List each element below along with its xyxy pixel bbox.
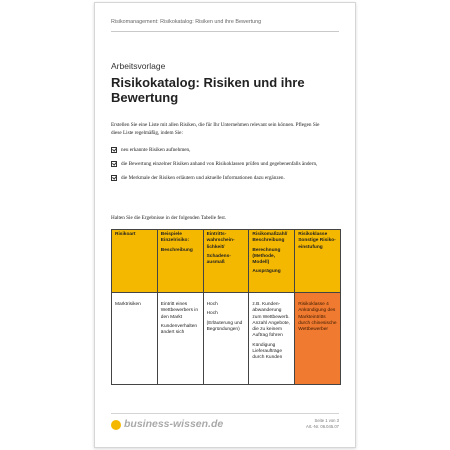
checklist-item-text: die Bewertung einzelner Risiken anhand von Risikoklassen prüfen und gegebenenfalls ändern,: [121, 161, 318, 167]
cell-text: Marktrisiken: [115, 302, 141, 307]
checkbox-icon: [111, 175, 117, 181]
checklist-item: [111, 160, 323, 168]
checkbox-icon: [111, 147, 117, 153]
header-text: Sonstige Risiko-einstufung: [298, 238, 336, 250]
header-divider: [111, 31, 339, 32]
header-text: Berechnung (Methode, Modell): [252, 247, 281, 266]
cell-eintritt: [203, 293, 249, 385]
footer-divider: [111, 413, 339, 414]
cell-text: Eintritt eines Wettbewerbers in den Markt: [160, 302, 199, 320]
header-text: Risikomaßzahl/ Beschreibung: [252, 232, 288, 244]
checklist-item: [111, 146, 323, 154]
checklist-item-text: neu erkannte Risiken aufnehmen,: [121, 147, 191, 153]
header-text: Beschreibung: [160, 247, 193, 253]
risk-table: [111, 229, 341, 385]
document-page: [94, 2, 356, 448]
cell-text: Kundenverhalten ändert sich: [160, 323, 198, 336]
checklist-item: [111, 174, 323, 182]
cell-text: Risikoklasse 4 Ankündigung des Markteintritts durch chinesische Wettbewerber: [298, 302, 337, 333]
cell-text: z.B. Kunden-abwanderung zum Wettbewerb.: [252, 302, 290, 320]
cell-beispiele: [157, 293, 203, 385]
cell-text: Anzahl Angebote, die zu keinem Auftrag führen: [252, 320, 290, 339]
intro-paragraph: Erstellen Sie eine Liste mit allen Risiken, die für Ihr Unternehmen relevant sein können. Pflegen Sie diese Liste regelmäßig, indem Sie:: [111, 122, 320, 136]
article-number: Art.-Nr. 06.045.07: [305, 423, 339, 429]
checklist-item-text: die Merkmale der Risiken erläutern und aktuelle Informationen dazu ergänzen.: [121, 175, 285, 181]
logo-dot-icon: [111, 420, 121, 430]
header-beispiele: [157, 230, 203, 293]
header-risikomasszahl: [249, 230, 295, 293]
header-text: Beispiele Einzelrisiko:: [160, 232, 190, 244]
header-text: Risikoart: [115, 232, 136, 237]
table-header-row: [112, 230, 341, 293]
header-text: Eintritts-wahrschein-lichkeit/: [206, 232, 235, 250]
page-number: Seite 1 von 3: [314, 418, 339, 423]
checkbox-icon: [111, 161, 117, 167]
header-text: Ausprägung: [252, 269, 281, 275]
running-header: Risikomanagement: Risikokatalog: Risiken und ihre Bewertung: [111, 19, 262, 25]
cell-risikomasszahl: [249, 293, 295, 385]
checklist: [111, 146, 323, 182]
header-risikoklasse: [295, 230, 341, 293]
header-text: Schadens-ausmaß: [206, 253, 231, 266]
table-intro: Halten Sie die Ergebnisse in der folgenden Tabelle fest.: [111, 215, 227, 221]
header-risikoart: [112, 230, 158, 293]
header-eintritt: [203, 230, 249, 293]
cell-text: (Erläuterung und Begründungen): [206, 320, 243, 332]
cell-risikoklasse: [295, 293, 341, 385]
cell-text: Kündigung Lieferaufträge durch Kunden: [252, 342, 283, 361]
table-row: [112, 293, 341, 385]
cell-risikoart: [112, 293, 158, 385]
footer-logo: business-wissen.de: [124, 418, 224, 430]
header-text: Risikoklasse: [298, 232, 328, 237]
page-info: [306, 418, 339, 429]
document-type: Arbeitsvorlage: [111, 61, 166, 71]
cell-text: Hoch: [206, 311, 218, 317]
document-title: Risikokatalog: Risiken und ihre Bewertung: [111, 75, 305, 105]
cell-text: Hoch: [206, 302, 218, 307]
